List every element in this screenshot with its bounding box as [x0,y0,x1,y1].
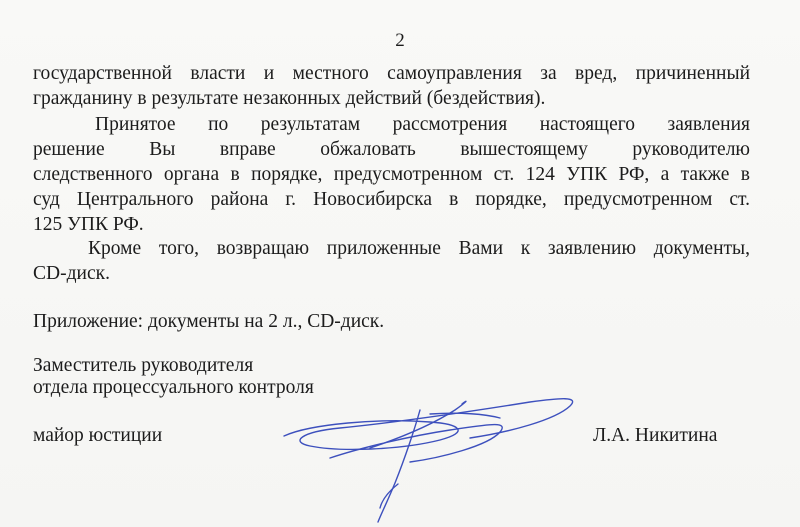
signer-name: Л.А. Никитина [593,425,718,446]
paragraph-appeal [33,112,750,237]
paragraph-line: гражданину в результате незаконных действий (бездействия). [33,88,546,109]
paragraph-line: решение Вы вправе обжаловать вышестоящему руководителю [33,139,750,160]
paragraph-line: следственного органа в порядке, предусмотренном ст. 124 УПК РФ, а также в [33,164,750,185]
paragraph-line: 125 УПК РФ. [33,214,144,235]
paragraph-line: Принятое по результатам рассмотрения настоящего заявления [95,114,750,135]
paragraph-line: CD-диск. [33,263,110,284]
signer-position-line: отдела процессуального контроля [33,377,314,398]
signer-rank: майор юстиции [33,425,163,446]
attachment-note: Приложение: документы на 2 л., CD-диск. [33,311,385,332]
signer-position-line: Заместитель руководителя [33,355,254,376]
paragraph-liability [33,61,750,111]
paragraph-line: государственной власти и местного самоуправления за вред, причиненный [33,63,750,84]
paragraph-return-documents [33,236,750,286]
paragraph-line: суд Центрального района г. Новосибирска в порядке, предусмотренном ст. [33,189,750,210]
page-number: 2 [395,30,405,51]
paragraph-line: Кроме того, возвращаю приложенные Вами к заявлению документы, [88,238,750,259]
handwritten-signature [270,388,590,527]
